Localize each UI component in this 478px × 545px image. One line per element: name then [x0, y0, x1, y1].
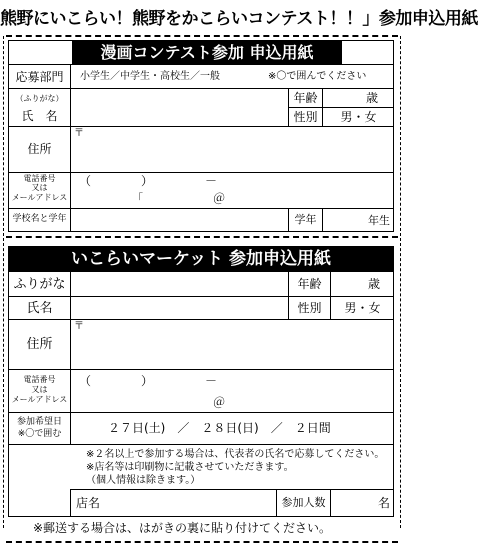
- phone-open-paren: （: [79, 174, 92, 188]
- market-sex-options[interactable]: 男・女: [344, 301, 381, 315]
- school-field[interactable]: [72, 210, 286, 230]
- count-unit: 名: [378, 496, 391, 510]
- furigana-field[interactable]: [72, 90, 286, 106]
- at-mark: ＠: [213, 191, 226, 205]
- market-phone-open-paren: （: [79, 374, 92, 388]
- email-field[interactable]: [72, 190, 392, 206]
- shop-field[interactable]: [104, 491, 274, 515]
- market-at-mark: ＠: [213, 395, 226, 409]
- market-phone-label-3: メールアドレス: [11, 395, 68, 404]
- market-email-field[interactable]: [72, 391, 392, 410]
- dept-label: 応募部門: [15, 70, 64, 84]
- sex-options[interactable]: 男・女: [340, 110, 377, 124]
- page-header: 熊野にいこらい！熊野をかこらいコンテスト！！」参加申込用紙: [0, 9, 478, 29]
- market-name-field[interactable]: [72, 298, 286, 317]
- age-field[interactable]: [323, 89, 365, 106]
- cut-line-right-2: [400, 238, 401, 528]
- sex-label: 性別: [293, 110, 318, 124]
- market-age-field[interactable]: [331, 273, 365, 294]
- phone-field[interactable]: [72, 173, 392, 189]
- footer-note: ※郵送する場合は、はがきの裏に貼り付けてください。: [33, 521, 332, 535]
- address-field[interactable]: [72, 128, 392, 170]
- cut-line-top: [6, 35, 398, 37]
- count-field[interactable]: [331, 491, 375, 515]
- email-bracket: 「: [132, 192, 143, 205]
- market-address-field[interactable]: [72, 321, 392, 367]
- market-phone-close-paren: ）: [141, 374, 154, 388]
- date-label-1: 参加希望日: [16, 417, 62, 427]
- dept-note: ※〇で囲んでください: [268, 71, 367, 82]
- manga-form-title: 漫画コンテスト参加 申込用紙: [72, 41, 342, 64]
- cut-line-middle: [6, 236, 398, 238]
- grade-field[interactable]: [323, 210, 367, 230]
- school-label: 学校名と学年: [12, 214, 67, 224]
- cut-line-left-2: [3, 238, 4, 528]
- phone-label-3: メールアドレス: [11, 193, 68, 202]
- market-address-label: 住所: [26, 337, 53, 352]
- age-unit: 歳: [366, 91, 379, 105]
- phone-close-paren: ）: [141, 174, 154, 188]
- name-field[interactable]: [72, 108, 286, 125]
- market-phone-dash: －: [205, 374, 218, 388]
- market-phone-label-1: 電話番号: [23, 375, 56, 384]
- address-label: 住所: [27, 142, 52, 156]
- market-note-3: （個人情報は除きます。）: [86, 475, 201, 486]
- market-furigana-label: ふりがな: [13, 277, 66, 292]
- phone-dash: －: [205, 174, 218, 188]
- cut-line-bottom: [6, 541, 398, 543]
- market-age-label: 年齢: [297, 277, 322, 291]
- phone-label-2: 又は: [31, 183, 48, 192]
- market-phone-label-2: 又は: [31, 385, 48, 394]
- phone-label-1: 電話番号: [23, 174, 56, 183]
- postal-mark: 〒: [74, 128, 84, 139]
- grade-unit: 年生: [368, 214, 390, 227]
- market-age-unit: 歳: [368, 277, 381, 291]
- market-phone-field[interactable]: [72, 371, 392, 389]
- cut-line-left-1: [3, 36, 4, 236]
- market-note-1: ※２名以上で参加する場合は、代表者の氏名で応募してください。: [86, 449, 385, 460]
- market-note-2: ※店名等は印刷物に記載させていただきます。: [86, 462, 294, 473]
- market-postal-mark: 〒: [74, 321, 84, 332]
- market-furigana-field[interactable]: [72, 273, 286, 294]
- age-label: 年齢: [293, 91, 318, 105]
- market-sex-label: 性別: [297, 301, 322, 315]
- cut-line-right-1: [400, 36, 401, 236]
- market-name-label: 氏名: [26, 301, 53, 316]
- market-form-title: いこらいマーケット 参加申込用紙: [9, 247, 393, 271]
- shop-label: 店名: [76, 496, 101, 510]
- grade-label: 学年: [294, 213, 317, 226]
- name-label: 氏 名: [21, 109, 58, 123]
- dept-options[interactable]: 小学生／中学生・高校生／一般: [80, 71, 220, 82]
- count-label: 参加人数: [281, 496, 326, 509]
- date-label-2: ※〇で囲む: [17, 429, 62, 439]
- furigana-label: （ふりがな）: [15, 94, 64, 103]
- date-options[interactable]: ２７日(土) ／ ２８日(日) ／ ２日間: [108, 421, 331, 435]
